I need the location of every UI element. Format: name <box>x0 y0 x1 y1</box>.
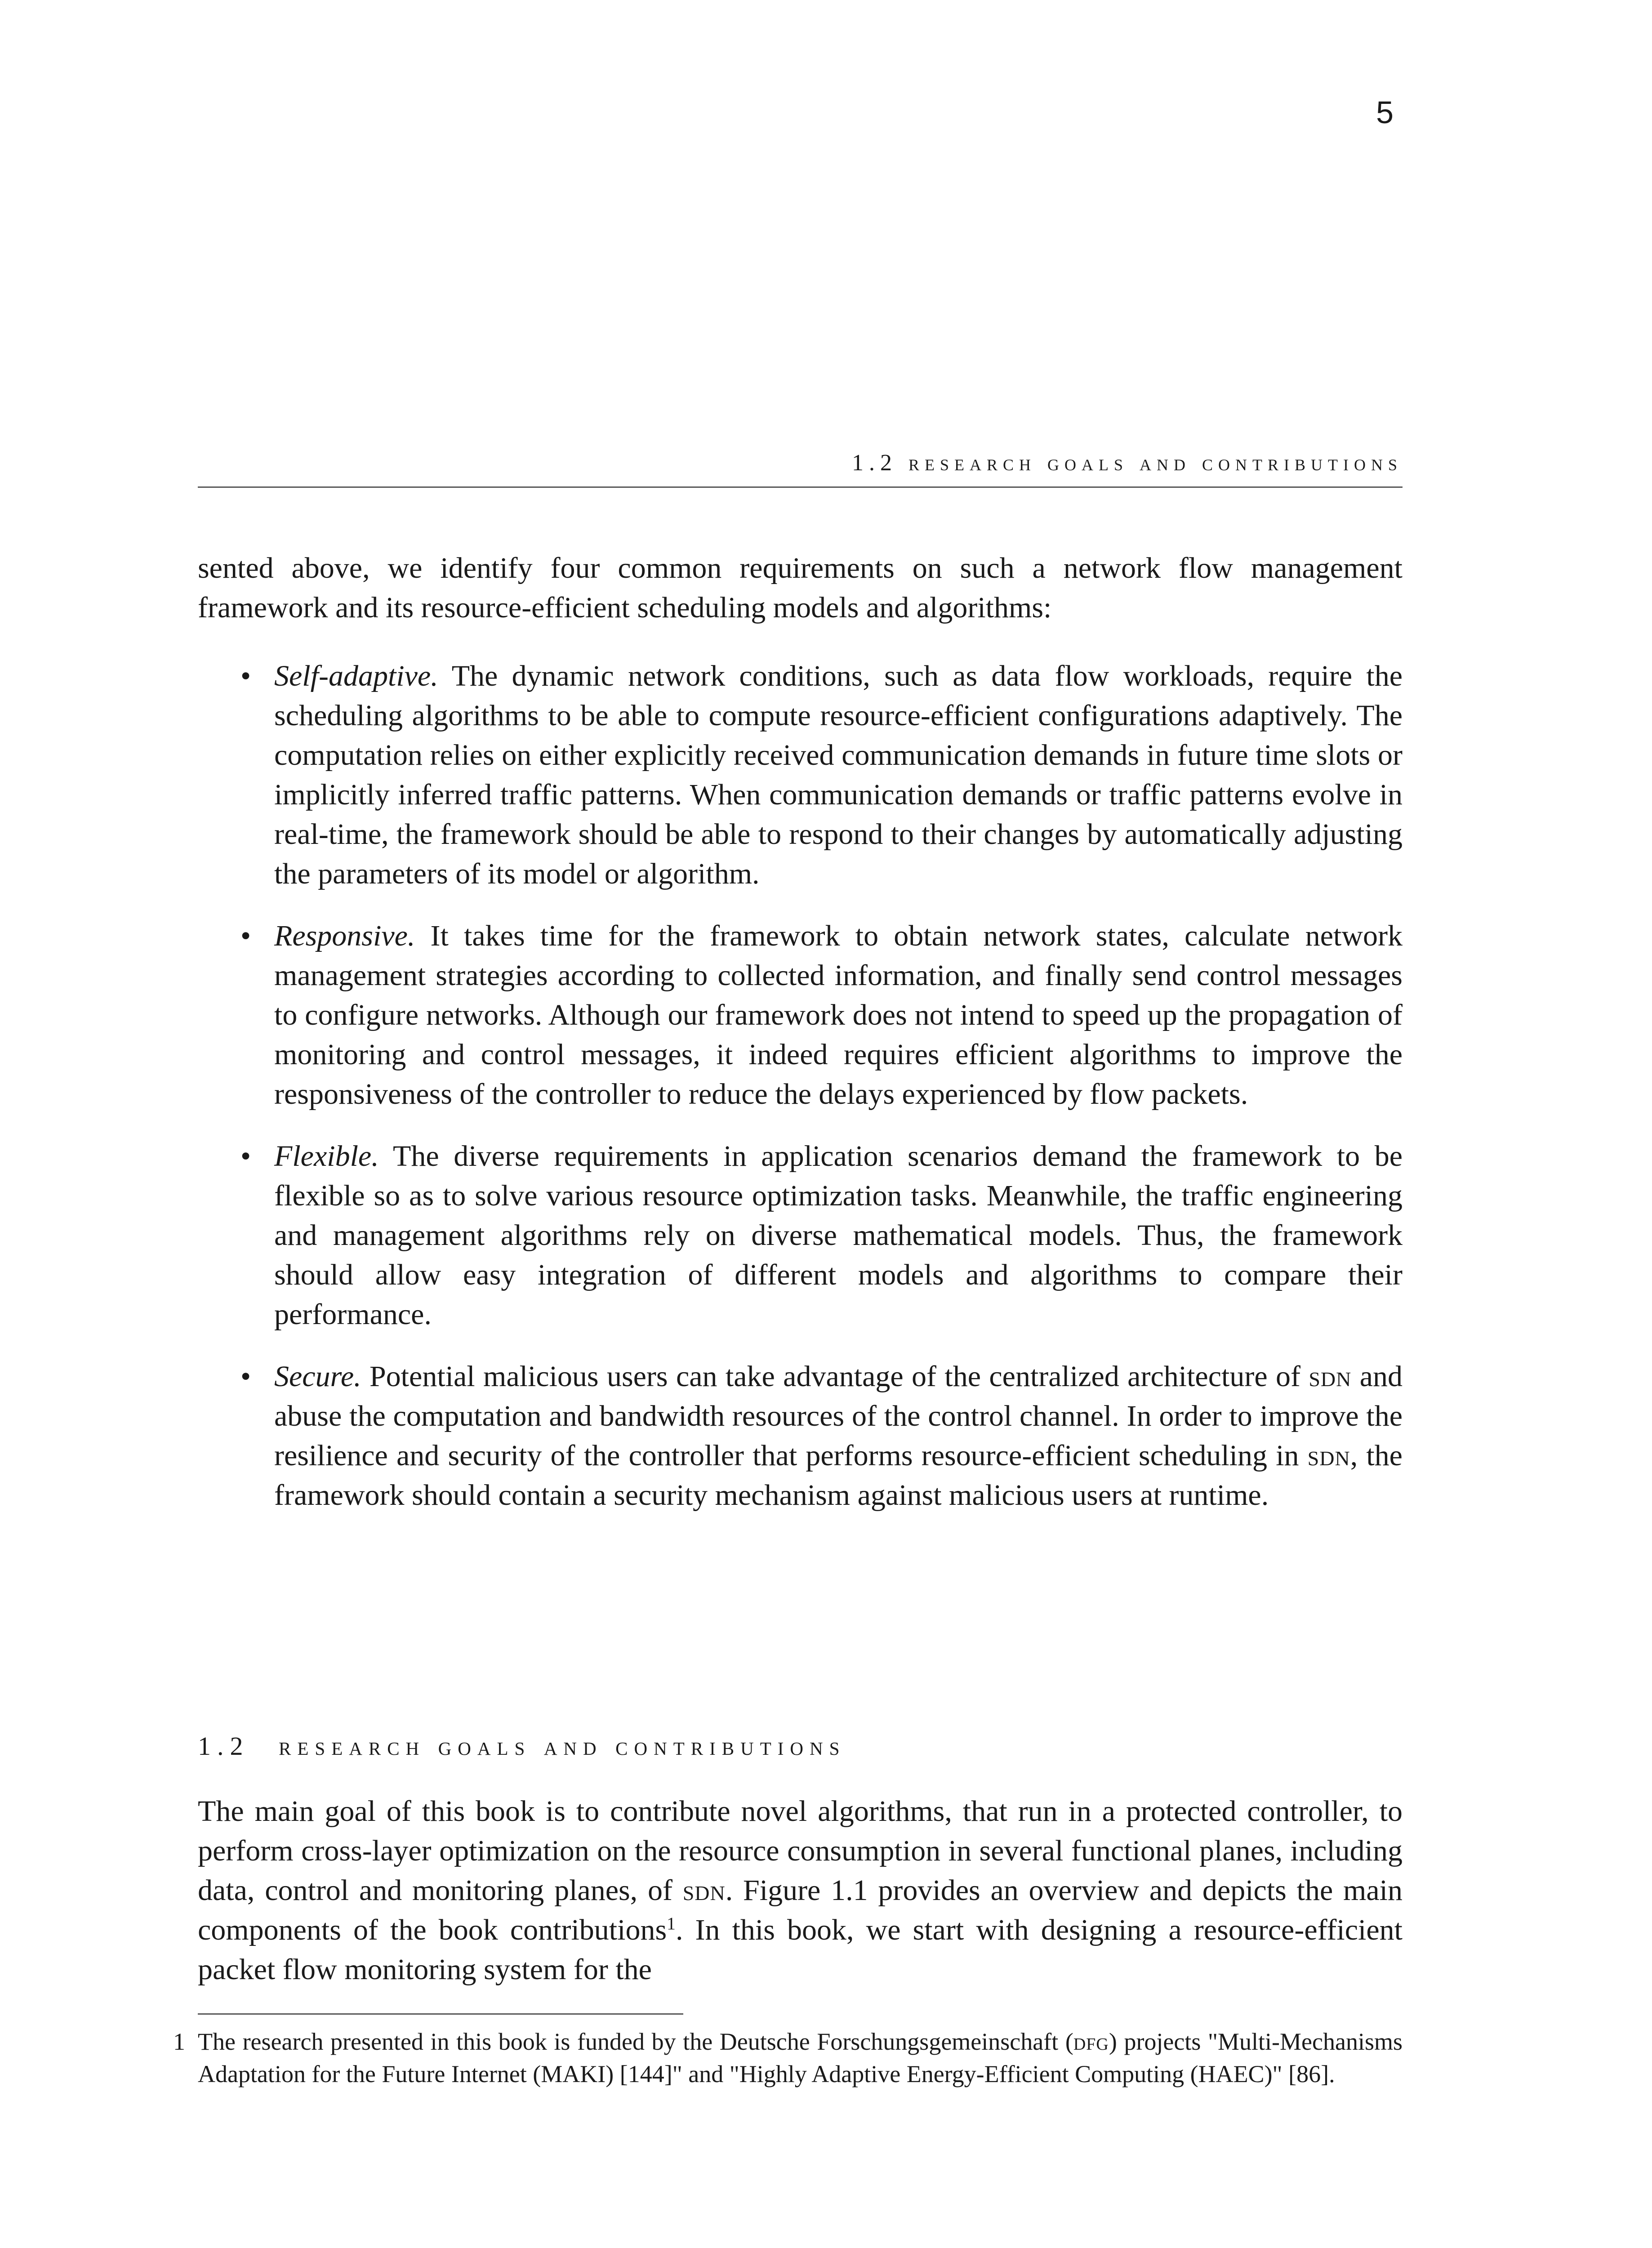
footnote-text: ) projects "Multi-Mechanisms Adaptation for the Future Internet (MAKI) [144]" and "Highly Adaptive Energy-Efficient Computing (HAEC)" [86]. <box>198 2028 1403 2087</box>
requirement-item-responsive <box>198 916 1403 1114</box>
intro-paragraph: sented above, we identify four common requirements on such a network flow management framework and its resource-efficient scheduling models and algorithms: <box>198 552 1403 624</box>
footnote-rule <box>198 2013 683 2015</box>
requirement-title: Responsive. <box>274 919 415 952</box>
bullet-icon: • <box>240 660 251 692</box>
requirement-text: It takes time for the framework to obtain network states, calculate network management strategies according to collected information, and finally send control messages to configure networks. Although our framework does not intend to speed up the propagation of monitoring and control messages, it indeed requires efficient algorithms to improve the responsiveness of the controller to reduce the delays experienced by flow packets. <box>274 919 1403 1111</box>
requirement-title: Flexible. <box>274 1140 379 1173</box>
footnote-reference[interactable]: 1 <box>667 1913 676 1933</box>
requirement-item-self-adaptive <box>198 656 1403 894</box>
footnote-text: The research presented in this book is funded by the Deutsche Forschungsgemeinschaft ( <box>198 2028 1073 2055</box>
paragraph-text: . In this book, we start with designing a resource-efficient packet flow monitoring system for the <box>198 1913 1403 1986</box>
header-rule <box>198 486 1403 488</box>
requirement-text: Potential malicious users can take advantage of the centralized architecture of <box>361 1360 1309 1393</box>
requirement-item-secure <box>198 1357 1403 1515</box>
section-title: research goals and contributions <box>279 1731 846 1761</box>
bullet-icon: • <box>240 1140 251 1173</box>
requirement-item-flexible <box>198 1137 1403 1334</box>
requirement-title: Self-adaptive. <box>274 660 438 692</box>
requirement-title: Secure. <box>274 1360 361 1393</box>
paragraph-text: The main goal of this book is to contribute novel algorithms, that run in a protected controller, to perform cross-layer optimization on the resource consumption in several functional planes, including data, control and monitoring planes, of <box>198 1795 1403 1907</box>
footnote <box>173 2025 1403 2090</box>
acronym-sdn: sdn <box>682 1874 726 1907</box>
main-paragraph <box>198 1792 1403 1989</box>
requirement-text: , the framework should contain a security mechanism against malicious users at runtime. <box>274 1439 1403 1512</box>
requirements-list <box>198 656 1403 1538</box>
section-number: 1.2 <box>198 1731 249 1761</box>
acronym-sdn: sdn <box>1307 1439 1350 1472</box>
section-heading <box>198 1731 846 1761</box>
requirement-text: The dynamic network conditions, such as data flow workloads, require the scheduling algorithms to be able to compute resource-efficient configurations adaptively. The computation relies on either explicitly received communication demands in future time slots or implicitly inferred traffic patterns. When communication demands or traffic patterns evolve in real-time, the framework should be able to respond to their changes by automatically adjusting the parameters of its model or algorithm. <box>274 660 1403 890</box>
requirement-text: The diverse requirements in application scenarios demand the framework to be flexible so as to solve various resource optimization tasks. Meanwhile, the traffic engineering and management algorithms rely on diverse mathematical models. Thus, the framework should allow easy integration of different models and algorithms to compare their performance. <box>274 1140 1403 1331</box>
requirement-text: and abuse the computation and bandwidth resources of the control channel. In order to improve the resilience and security of the controller that performs resource-efficient scheduling in <box>274 1360 1403 1472</box>
acronym-dfg: dfg <box>1073 2028 1109 2055</box>
bullet-icon: • <box>240 1360 251 1393</box>
footnote-number: 1 <box>173 2028 185 2055</box>
paragraph-text: . Figure 1.1 provides an overview and depicts the main components of the book contributions <box>198 1874 1403 1946</box>
bullet-icon: • <box>240 919 251 952</box>
page-number: 5 <box>1376 95 1394 130</box>
running-header: 1.2 research goals and contributions <box>851 450 1403 476</box>
acronym-sdn: sdn <box>1309 1360 1352 1393</box>
